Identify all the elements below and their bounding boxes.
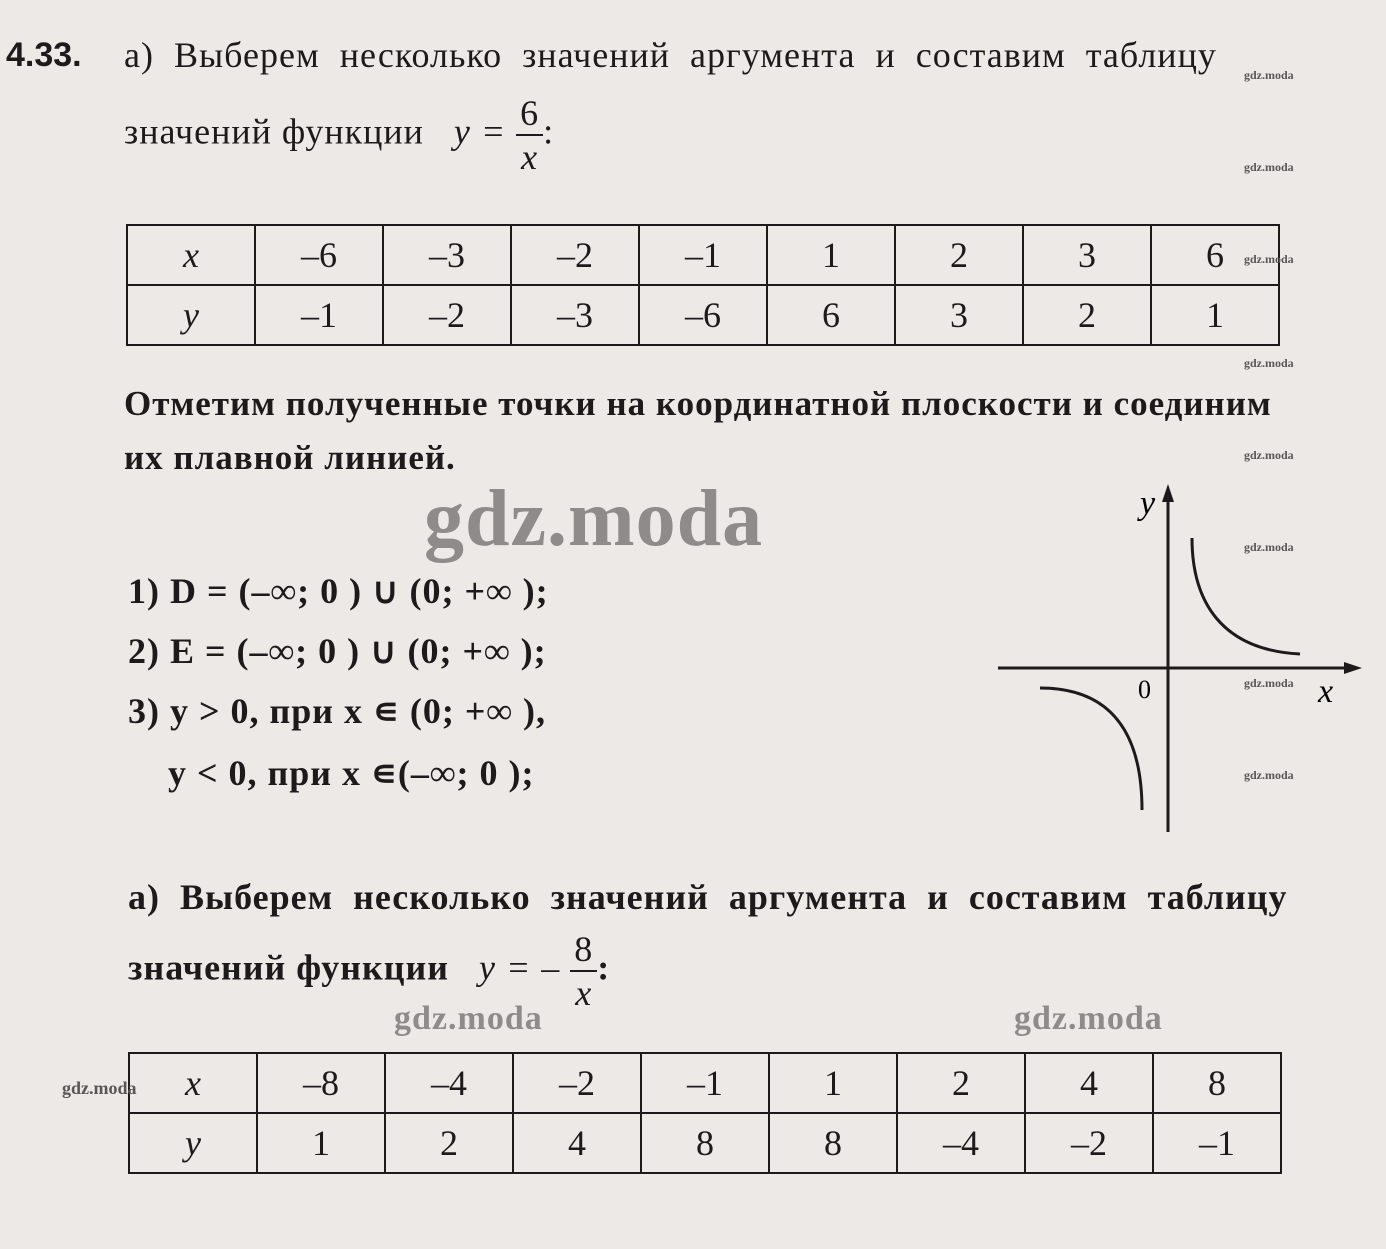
table-cell: –3 bbox=[511, 285, 639, 345]
watermark-medium-1: gdz.moda bbox=[394, 1000, 543, 1037]
intro-line-2-text: значений функции bbox=[124, 111, 424, 152]
watermark-medium-2: gdz.moda bbox=[1014, 1000, 1163, 1037]
text-line-1: Отметим полученные точки на координатной плоскости и соединим bbox=[124, 384, 1272, 423]
function2-fraction bbox=[570, 928, 597, 1014]
origin-label: 0 bbox=[1138, 675, 1151, 704]
table2-row-y bbox=[129, 1113, 1281, 1173]
function-fraction bbox=[516, 92, 543, 178]
watermark-small: gdz.moda bbox=[1244, 768, 1294, 782]
x-axis-label: x bbox=[1318, 673, 1334, 710]
table2-cell: 2 bbox=[897, 1053, 1025, 1113]
function-lhs: y = bbox=[453, 111, 507, 152]
table2-cell: –1 bbox=[1153, 1113, 1281, 1173]
value-table-1 bbox=[126, 224, 1280, 346]
watermark-small: gdz.moda bbox=[1244, 356, 1294, 370]
function2-colon: : bbox=[597, 947, 611, 988]
x-axis-arrow bbox=[1344, 662, 1362, 674]
table-cell: –1 bbox=[255, 285, 383, 345]
watermark-small: gdz.moda bbox=[1244, 252, 1294, 266]
intro-line-2 bbox=[124, 92, 554, 178]
property-sign-negative: y < 0, при x ∊(–∞; 0 ); bbox=[168, 753, 535, 793]
table2-cell: –4 bbox=[897, 1113, 1025, 1173]
table2-cell: 1 bbox=[769, 1053, 897, 1113]
function-colon: : bbox=[543, 111, 555, 152]
watermark-small: gdz.moda bbox=[1244, 540, 1294, 554]
fraction2-numerator: 8 bbox=[570, 928, 597, 972]
table2-cell: 4 bbox=[513, 1113, 641, 1173]
intro2-line-1: а) Выберем несколько значений аргумента и составим таблицу bbox=[128, 877, 1288, 917]
y-axis-arrow bbox=[1162, 484, 1174, 502]
table-label-x: x bbox=[127, 225, 255, 285]
y-axis-label: y bbox=[1140, 485, 1156, 522]
function2-lhs: y = – bbox=[479, 947, 561, 988]
table-cell: –1 bbox=[639, 225, 767, 285]
table-cell: –2 bbox=[383, 285, 511, 345]
property-sign-positive: 3) y > 0, при x ∊ (0; +∞ ), bbox=[128, 691, 546, 731]
table2-cell: 2 bbox=[385, 1113, 513, 1173]
fraction-denominator: x bbox=[521, 137, 539, 177]
intro2-line-2-text: значений функции bbox=[128, 947, 449, 988]
table-cell: 6 bbox=[767, 285, 895, 345]
table2-row-x bbox=[129, 1053, 1281, 1113]
table-cell: 1 bbox=[767, 225, 895, 285]
watermark-small: gdz.moda bbox=[1244, 68, 1294, 82]
value-table-2 bbox=[128, 1052, 1282, 1174]
table-cell: 2 bbox=[895, 225, 1023, 285]
table-cell: –6 bbox=[255, 225, 383, 285]
watermark-small-left: gdz.moda bbox=[62, 1078, 137, 1098]
fraction-numerator: 6 bbox=[516, 92, 543, 136]
table2-cell: –2 bbox=[1025, 1113, 1153, 1173]
table2-label-x: x bbox=[129, 1053, 257, 1113]
table-row-x bbox=[127, 225, 1279, 285]
watermark-small: gdz.moda bbox=[1244, 676, 1294, 690]
table-cell: 2 bbox=[1023, 285, 1151, 345]
text-line-2: их плавной линией. bbox=[124, 438, 456, 477]
table2-cell: –2 bbox=[513, 1053, 641, 1113]
table2-cell: –8 bbox=[257, 1053, 385, 1113]
watermark-large: gdz.moda bbox=[424, 475, 764, 563]
watermark-small: gdz.moda bbox=[1244, 448, 1294, 462]
table2-cell: 8 bbox=[1153, 1053, 1281, 1113]
property-range: 2) E = (–∞; 0 ) ∪ (0; +∞ ); bbox=[128, 631, 547, 671]
table-label-y: y bbox=[127, 285, 255, 345]
table2-cell: –4 bbox=[385, 1053, 513, 1113]
table-cell: 3 bbox=[895, 285, 1023, 345]
problem-number: 4.33. bbox=[6, 36, 82, 74]
hyperbola-graph bbox=[990, 480, 1370, 840]
hyperbola-branch-1 bbox=[1192, 538, 1300, 654]
table2-cell: 4 bbox=[1025, 1053, 1153, 1113]
watermark-small: gdz.moda bbox=[1244, 160, 1294, 174]
intro-line-1: а) Выберем несколько значений аргумента и составим таблицу bbox=[124, 35, 1217, 75]
table-cell: –3 bbox=[383, 225, 511, 285]
table-cell: 6 bbox=[1151, 225, 1279, 285]
table2-cell: 8 bbox=[769, 1113, 897, 1173]
table-cell: –2 bbox=[511, 225, 639, 285]
hyperbola-branch-2 bbox=[1040, 688, 1142, 810]
table-cell: 3 bbox=[1023, 225, 1151, 285]
table2-label-y: y bbox=[129, 1113, 257, 1173]
table2-cell: 1 bbox=[257, 1113, 385, 1173]
table2-cell: –1 bbox=[641, 1053, 769, 1113]
property-domain: 1) D = (–∞; 0 ) ∪ (0; +∞ ); bbox=[128, 571, 549, 611]
fraction2-denominator: x bbox=[575, 973, 593, 1013]
table-row-y bbox=[127, 285, 1279, 345]
table-cell: –6 bbox=[639, 285, 767, 345]
table-cell: 1 bbox=[1151, 285, 1279, 345]
table2-cell: 8 bbox=[641, 1113, 769, 1173]
